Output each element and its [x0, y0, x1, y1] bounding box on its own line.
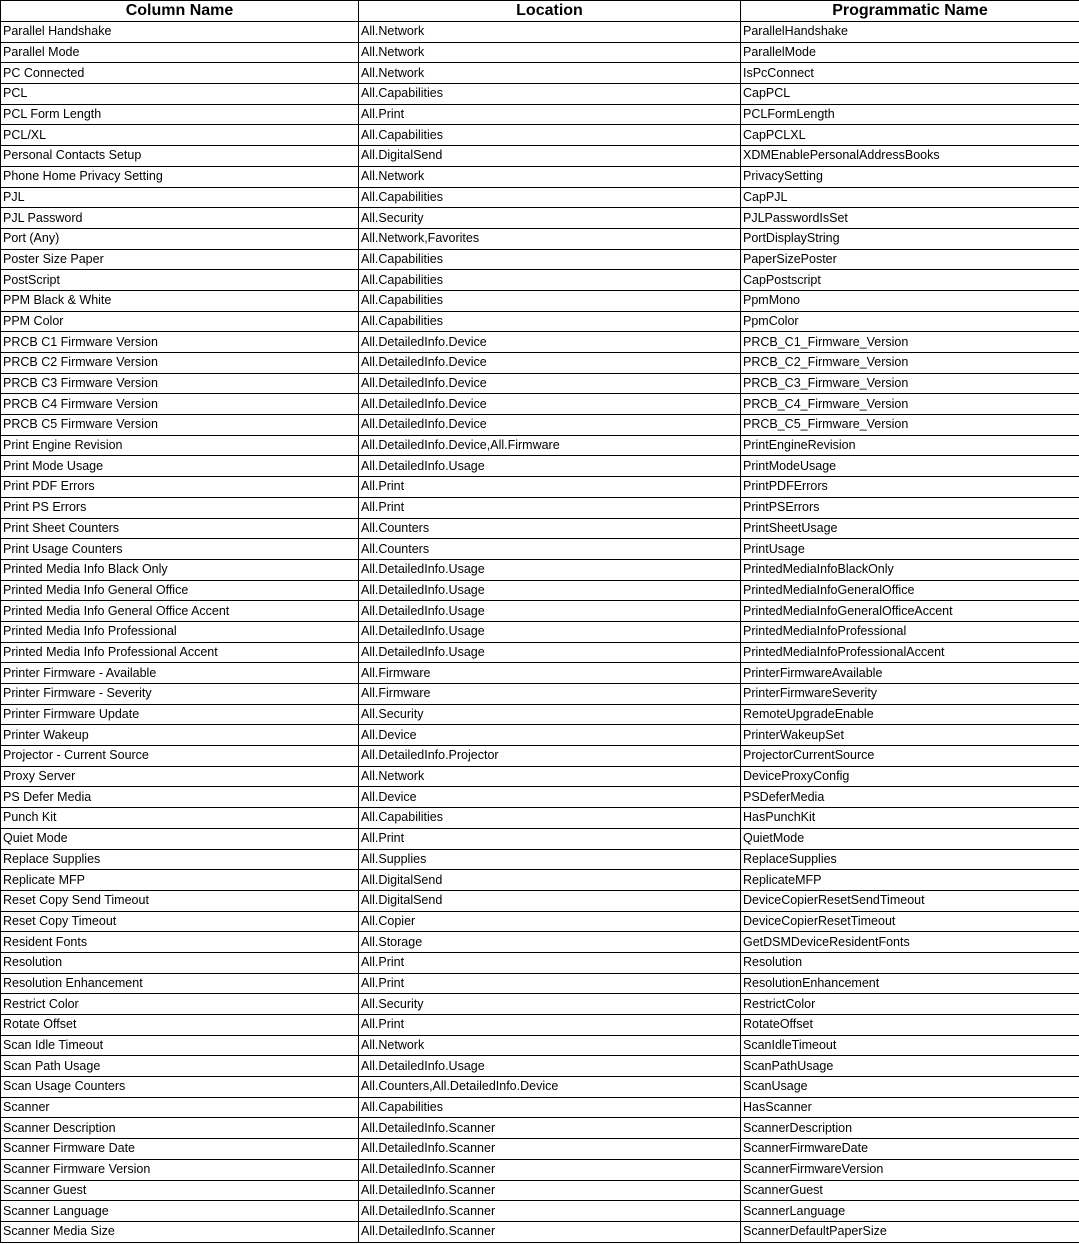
location-cell: All.DetailedInfo.Scanner [359, 1201, 741, 1222]
location-cell: All.DetailedInfo.Device [359, 353, 741, 374]
table-row [1, 208, 1079, 229]
table-row [1, 435, 1079, 456]
location-cell: All.Firmware [359, 663, 741, 684]
programmatic-name-cell: PpmMono [741, 290, 1079, 311]
column-name-cell: Printed Media Info Professional Accent [1, 642, 359, 663]
column-name-cell: Personal Contacts Setup [1, 146, 359, 167]
programmatic-name-cell: ResolutionEnhancement [741, 973, 1079, 994]
location-cell: All.DetailedInfo.Usage [359, 559, 741, 580]
table-row [1, 684, 1079, 705]
location-cell: All.Copier [359, 911, 741, 932]
location-cell: All.DetailedInfo.Usage [359, 456, 741, 477]
column-name-cell: PPM Black & White [1, 290, 359, 311]
table-row [1, 704, 1079, 725]
column-name-cell: PCL Form Length [1, 104, 359, 125]
programmatic-name-cell: ReplaceSupplies [741, 849, 1079, 870]
programmatic-name-cell: PrintUsage [741, 539, 1079, 560]
programmatic-name-cell: PRCB_C4_Firmware_Version [741, 394, 1079, 415]
programmatic-name-cell: DeviceProxyConfig [741, 766, 1079, 787]
table-row [1, 539, 1079, 560]
programmatic-name-cell: RotateOffset [741, 1015, 1079, 1036]
header-location: Location [359, 1, 741, 22]
table-row [1, 1159, 1079, 1180]
column-name-cell: PRCB C3 Firmware Version [1, 373, 359, 394]
column-name-cell: Printer Firmware Update [1, 704, 359, 725]
programmatic-name-cell: PrinterFirmwareSeverity [741, 684, 1079, 705]
programmatic-name-cell: PortDisplayString [741, 228, 1079, 249]
location-cell: All.Network [359, 766, 741, 787]
table-row [1, 311, 1079, 332]
programmatic-name-cell: ScannerDescription [741, 1118, 1079, 1139]
location-cell: All.Device [359, 725, 741, 746]
table-row [1, 849, 1079, 870]
column-name-cell: PS Defer Media [1, 787, 359, 808]
column-name-cell: Print PDF Errors [1, 477, 359, 498]
programmatic-name-cell: PRCB_C5_Firmware_Version [741, 415, 1079, 436]
programmatic-name-cell: CapPCLXL [741, 125, 1079, 146]
location-cell: All.Network [359, 1035, 741, 1056]
location-cell: All.Capabilities [359, 311, 741, 332]
table-row [1, 394, 1079, 415]
location-cell: All.Print [359, 104, 741, 125]
location-cell: All.Network [359, 42, 741, 63]
table-row [1, 228, 1079, 249]
table-row [1, 973, 1079, 994]
location-cell: All.Capabilities [359, 249, 741, 270]
programmatic-name-cell: ScannerDefaultPaperSize [741, 1221, 1079, 1242]
programmatic-name-cell: ScanPathUsage [741, 1056, 1079, 1077]
programmatic-name-cell: PrintPDFErrors [741, 477, 1079, 498]
column-name-cell: Printer Firmware - Available [1, 663, 359, 684]
table-row [1, 559, 1079, 580]
column-name-cell: Punch Kit [1, 808, 359, 829]
location-cell: All.Network [359, 166, 741, 187]
table-row [1, 84, 1079, 105]
column-name-cell: Scanner Description [1, 1118, 359, 1139]
location-cell: All.Counters [359, 518, 741, 539]
programmatic-name-cell: PRCB_C1_Firmware_Version [741, 332, 1079, 353]
column-name-cell: Parallel Handshake [1, 22, 359, 43]
column-name-cell: PPM Color [1, 311, 359, 332]
column-name-cell: Reset Copy Send Timeout [1, 890, 359, 911]
programmatic-name-cell: ScannerFirmwareVersion [741, 1159, 1079, 1180]
location-cell: All.Supplies [359, 849, 741, 870]
location-cell: All.DetailedInfo.Usage [359, 642, 741, 663]
programmatic-name-cell: PrintPSErrors [741, 497, 1079, 518]
table-row [1, 766, 1079, 787]
programmatic-name-cell: PrivacySetting [741, 166, 1079, 187]
programmatic-name-cell: RemoteUpgradeEnable [741, 704, 1079, 725]
programmatic-name-cell: PCLFormLength [741, 104, 1079, 125]
table-row [1, 249, 1079, 270]
table-row [1, 1077, 1079, 1098]
location-cell: All.Counters [359, 539, 741, 560]
table-row [1, 477, 1079, 498]
header-row [1, 1, 1079, 22]
table-row [1, 104, 1079, 125]
programmatic-name-cell: CapPCL [741, 84, 1079, 105]
programmatic-name-cell: PSDeferMedia [741, 787, 1079, 808]
location-cell: All.DetailedInfo.Device,All.Firmware [359, 435, 741, 456]
header-programmatic-name: Programmatic Name [741, 1, 1079, 22]
location-cell: All.DetailedInfo.Scanner [359, 1139, 741, 1160]
programmatic-name-cell: PrintedMediaInfoProfessional [741, 621, 1079, 642]
programmatic-name-cell: PrinterFirmwareAvailable [741, 663, 1079, 684]
programmatic-name-cell: IsPcConnect [741, 63, 1079, 84]
column-name-cell: Print Usage Counters [1, 539, 359, 560]
location-cell: All.Capabilities [359, 84, 741, 105]
column-name-cell: PRCB C1 Firmware Version [1, 332, 359, 353]
column-name-cell: Parallel Mode [1, 42, 359, 63]
programmatic-name-cell: PrintedMediaInfoProfessionalAccent [741, 642, 1079, 663]
location-cell: All.Capabilities [359, 808, 741, 829]
table-row [1, 787, 1079, 808]
location-cell: All.DetailedInfo.Usage [359, 621, 741, 642]
location-cell: All.Network [359, 22, 741, 43]
programmatic-name-cell: ScannerGuest [741, 1180, 1079, 1201]
table-row [1, 746, 1079, 767]
location-cell: All.DigitalSend [359, 146, 741, 167]
column-name-cell: Rotate Offset [1, 1015, 359, 1036]
column-name-cell: Scan Usage Counters [1, 1077, 359, 1098]
table-row [1, 22, 1079, 43]
programmatic-name-cell: PrintSheetUsage [741, 518, 1079, 539]
table-row [1, 187, 1079, 208]
programmatic-name-cell: PpmColor [741, 311, 1079, 332]
column-name-cell: Projector - Current Source [1, 746, 359, 767]
location-cell: All.Security [359, 704, 741, 725]
location-cell: All.DetailedInfo.Scanner [359, 1221, 741, 1242]
table-row [1, 166, 1079, 187]
table-row [1, 952, 1079, 973]
programmatic-name-cell: ProjectorCurrentSource [741, 746, 1079, 767]
column-name-cell: Resident Fonts [1, 932, 359, 953]
table-row [1, 621, 1079, 642]
column-name-cell: Scanner [1, 1097, 359, 1118]
table-row [1, 994, 1079, 1015]
column-name-cell: Printer Wakeup [1, 725, 359, 746]
column-name-cell: Resolution Enhancement [1, 973, 359, 994]
column-name-cell: PJL Password [1, 208, 359, 229]
column-name-cell: PRCB C5 Firmware Version [1, 415, 359, 436]
column-name-cell: PostScript [1, 270, 359, 291]
column-name-cell: PRCB C2 Firmware Version [1, 353, 359, 374]
location-cell: All.Capabilities [359, 1097, 741, 1118]
column-name-cell: Printed Media Info General Office [1, 580, 359, 601]
column-name-cell: Proxy Server [1, 766, 359, 787]
location-cell: All.Capabilities [359, 187, 741, 208]
location-cell: All.DetailedInfo.Usage [359, 601, 741, 622]
location-cell: All.Security [359, 208, 741, 229]
location-cell: All.DetailedInfo.Device [359, 332, 741, 353]
programmatic-name-cell: ScanUsage [741, 1077, 1079, 1098]
column-name-cell: Printed Media Info Professional [1, 621, 359, 642]
table-row [1, 1056, 1079, 1077]
location-cell: All.DetailedInfo.Projector [359, 746, 741, 767]
programmatic-name-cell: PrintedMediaInfoBlackOnly [741, 559, 1079, 580]
column-name-cell: Quiet Mode [1, 828, 359, 849]
table-row [1, 932, 1079, 953]
programmatic-name-cell: PrintModeUsage [741, 456, 1079, 477]
table-row [1, 353, 1079, 374]
programmatic-name-cell: XDMEnablePersonalAddressBooks [741, 146, 1079, 167]
table-row [1, 870, 1079, 891]
column-name-cell: Scan Idle Timeout [1, 1035, 359, 1056]
column-name-cell: Printer Firmware - Severity [1, 684, 359, 705]
programmatic-name-cell: PRCB_C3_Firmware_Version [741, 373, 1079, 394]
table-row [1, 1180, 1079, 1201]
programmatic-name-cell: PJLPasswordIsSet [741, 208, 1079, 229]
column-name-cell: Restrict Color [1, 994, 359, 1015]
table-row [1, 63, 1079, 84]
column-name-cell: Scanner Language [1, 1201, 359, 1222]
location-cell: All.DetailedInfo.Usage [359, 1056, 741, 1077]
programmatic-name-cell: GetDSMDeviceResidentFonts [741, 932, 1079, 953]
table-row [1, 1097, 1079, 1118]
table-body [1, 22, 1079, 1243]
location-cell: All.Capabilities [359, 125, 741, 146]
column-name-cell: Port (Any) [1, 228, 359, 249]
column-name-cell: Printed Media Info General Office Accent [1, 601, 359, 622]
location-cell: All.Print [359, 952, 741, 973]
location-cell: All.Print [359, 1015, 741, 1036]
location-cell: All.Network [359, 63, 741, 84]
programmatic-name-cell: PaperSizePoster [741, 249, 1079, 270]
location-cell: All.DigitalSend [359, 870, 741, 891]
location-cell: All.DetailedInfo.Device [359, 394, 741, 415]
programmatic-name-cell: Resolution [741, 952, 1079, 973]
location-cell: All.DetailedInfo.Scanner [359, 1118, 741, 1139]
table-row [1, 890, 1079, 911]
programmatic-name-cell: RestrictColor [741, 994, 1079, 1015]
header-column-name: Column Name [1, 1, 359, 22]
column-name-cell: PC Connected [1, 63, 359, 84]
location-cell: All.Network,Favorites [359, 228, 741, 249]
location-cell: All.DetailedInfo.Scanner [359, 1159, 741, 1180]
column-name-cell: Print Mode Usage [1, 456, 359, 477]
programmatic-name-cell: QuietMode [741, 828, 1079, 849]
column-name-cell: PJL [1, 187, 359, 208]
location-cell: All.DetailedInfo.Device [359, 373, 741, 394]
column-name-cell: PCL/XL [1, 125, 359, 146]
programmatic-name-cell: PrintedMediaInfoGeneralOffice [741, 580, 1079, 601]
column-name-cell: Poster Size Paper [1, 249, 359, 270]
table-row [1, 663, 1079, 684]
table-row [1, 601, 1079, 622]
table-row [1, 415, 1079, 436]
column-name-cell: Print Engine Revision [1, 435, 359, 456]
column-name-cell: Scanner Firmware Version [1, 1159, 359, 1180]
programmatic-name-cell: PRCB_C2_Firmware_Version [741, 353, 1079, 374]
location-cell: All.DetailedInfo.Usage [359, 580, 741, 601]
column-name-cell: Replicate MFP [1, 870, 359, 891]
location-cell: All.Storage [359, 932, 741, 953]
table-row [1, 1118, 1079, 1139]
programmatic-name-cell: ScanIdleTimeout [741, 1035, 1079, 1056]
column-name-cell: Resolution [1, 952, 359, 973]
column-name-cell: Scan Path Usage [1, 1056, 359, 1077]
programmatic-name-cell: CapPostscript [741, 270, 1079, 291]
programmatic-name-cell: ReplicateMFP [741, 870, 1079, 891]
programmatic-name-cell: HasPunchKit [741, 808, 1079, 829]
programmatic-name-cell: HasScanner [741, 1097, 1079, 1118]
location-cell: All.Print [359, 477, 741, 498]
column-name-cell: Print PS Errors [1, 497, 359, 518]
table-row [1, 290, 1079, 311]
location-cell: All.Security [359, 994, 741, 1015]
table-row [1, 725, 1079, 746]
location-cell: All.Print [359, 497, 741, 518]
location-cell: All.Print [359, 973, 741, 994]
programmatic-name-cell: PrintEngineRevision [741, 435, 1079, 456]
table-row [1, 911, 1079, 932]
programmatic-name-cell: CapPJL [741, 187, 1079, 208]
programmatic-name-cell: DeviceCopierResetSendTimeout [741, 890, 1079, 911]
programmatic-name-cell: DeviceCopierResetTimeout [741, 911, 1079, 932]
column-name-cell: PCL [1, 84, 359, 105]
table-row [1, 373, 1079, 394]
programmatic-name-cell: ParallelHandshake [741, 22, 1079, 43]
column-name-cell: Reset Copy Timeout [1, 911, 359, 932]
programmatic-name-cell: ScannerFirmwareDate [741, 1139, 1079, 1160]
table-row [1, 146, 1079, 167]
table-row [1, 1221, 1079, 1242]
table-row [1, 828, 1079, 849]
location-cell: All.Device [359, 787, 741, 808]
location-cell: All.DetailedInfo.Scanner [359, 1180, 741, 1201]
table-row [1, 642, 1079, 663]
programmatic-name-cell: ParallelMode [741, 42, 1079, 63]
table-row [1, 1035, 1079, 1056]
location-cell: All.DigitalSend [359, 890, 741, 911]
column-name-cell: Phone Home Privacy Setting [1, 166, 359, 187]
programmatic-name-cell: ScannerLanguage [741, 1201, 1079, 1222]
table-row [1, 1139, 1079, 1160]
table-row [1, 808, 1079, 829]
location-cell: All.DetailedInfo.Device [359, 415, 741, 436]
table-row [1, 125, 1079, 146]
location-cell: All.Print [359, 828, 741, 849]
table-row [1, 456, 1079, 477]
table-row [1, 332, 1079, 353]
column-name-cell: Scanner Guest [1, 1180, 359, 1201]
location-cell: All.Firmware [359, 684, 741, 705]
table-row [1, 1201, 1079, 1222]
column-name-cell: Print Sheet Counters [1, 518, 359, 539]
table-row [1, 270, 1079, 291]
table-row [1, 497, 1079, 518]
location-cell: All.Capabilities [359, 290, 741, 311]
programmatic-name-cell: PrintedMediaInfoGeneralOfficeAccent [741, 601, 1079, 622]
table-row [1, 580, 1079, 601]
column-name-cell: Replace Supplies [1, 849, 359, 870]
location-cell: All.Capabilities [359, 270, 741, 291]
table-row [1, 1015, 1079, 1036]
location-cell: All.Counters,All.DetailedInfo.Device [359, 1077, 741, 1098]
column-name-cell: Scanner Media Size [1, 1221, 359, 1242]
table-row [1, 518, 1079, 539]
column-name-cell: Scanner Firmware Date [1, 1139, 359, 1160]
column-name-cell: PRCB C4 Firmware Version [1, 394, 359, 415]
column-name-cell: Printed Media Info Black Only [1, 559, 359, 580]
table-row [1, 42, 1079, 63]
programmatic-name-cell: PrinterWakeupSet [741, 725, 1079, 746]
